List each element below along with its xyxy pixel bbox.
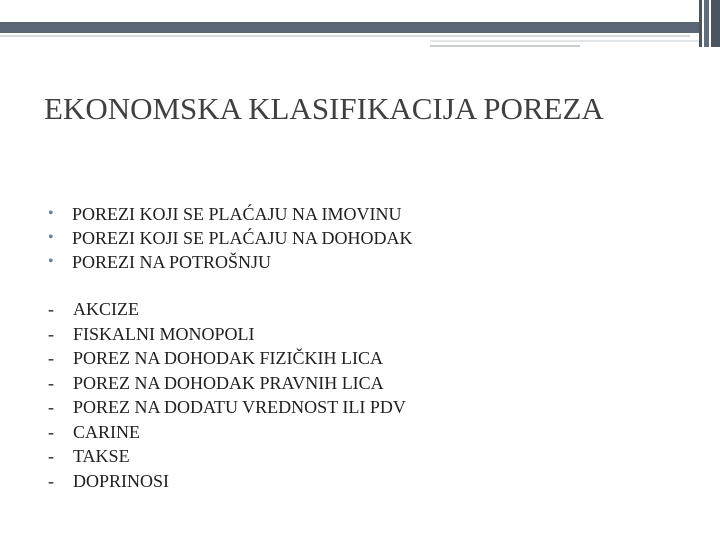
bullet-item — [48, 250, 413, 274]
header-line — [0, 35, 690, 37]
dash-item — [48, 371, 406, 396]
bullet-text: POREZI KOJI SE PLAĆAJU NA IMOVINU — [72, 204, 402, 224]
corner-bars — [694, 0, 720, 47]
dash-item — [48, 444, 406, 469]
dash-icon: - — [48, 397, 54, 417]
bullet-text: POREZI NA POTROŠNJU — [72, 252, 272, 272]
corner-bar — [711, 0, 720, 47]
dash-icon: - — [48, 421, 54, 442]
dash-text: POREZ NA DODATU VREDNOST ILI PDV — [73, 397, 406, 417]
dash-text: CARINE — [73, 421, 140, 442]
dash-text: POREZ NA DOHODAK PRAVNIH LICA — [73, 372, 384, 393]
bullet-dot-icon: • — [48, 229, 54, 246]
dash-item — [48, 469, 406, 494]
dash-text: DOPRINOSI — [73, 470, 170, 491]
bullet-item — [48, 226, 413, 250]
dash-text: TAKSE — [73, 446, 130, 466]
dash-text: AKCIZE — [73, 299, 139, 319]
dash-icon: - — [48, 470, 54, 491]
slide-title: EKONOMSKA KLASIFIKACIJA POREZA — [44, 91, 604, 126]
bullet-item — [48, 202, 413, 226]
dash-item — [48, 322, 406, 347]
corner-bar — [699, 0, 702, 47]
header-line-tertiary — [430, 45, 580, 47]
dash-icon: - — [48, 323, 54, 344]
bullet-dot-icon: • — [48, 205, 54, 222]
bullet-list — [48, 202, 413, 274]
dash-icon: - — [48, 299, 54, 319]
dash-item — [48, 420, 406, 445]
dash-item — [48, 346, 406, 371]
dash-item — [48, 297, 406, 322]
dash-text: FISKALNI MONOPOLI — [73, 323, 255, 344]
dash-icon: - — [48, 348, 54, 368]
header-line-secondary — [430, 40, 700, 42]
dash-list — [48, 297, 406, 493]
dash-text: POREZ NA DOHODAK FIZIČKIH LICA — [73, 348, 383, 368]
dash-icon: - — [48, 372, 54, 393]
bullet-text: POREZI KOJI SE PLAĆAJU NA DOHODAK — [72, 228, 413, 248]
dash-item — [48, 395, 406, 420]
corner-bar — [704, 0, 709, 47]
dash-icon: - — [48, 446, 54, 466]
header-bar — [0, 22, 700, 33]
bullet-dot-icon: • — [48, 253, 54, 270]
